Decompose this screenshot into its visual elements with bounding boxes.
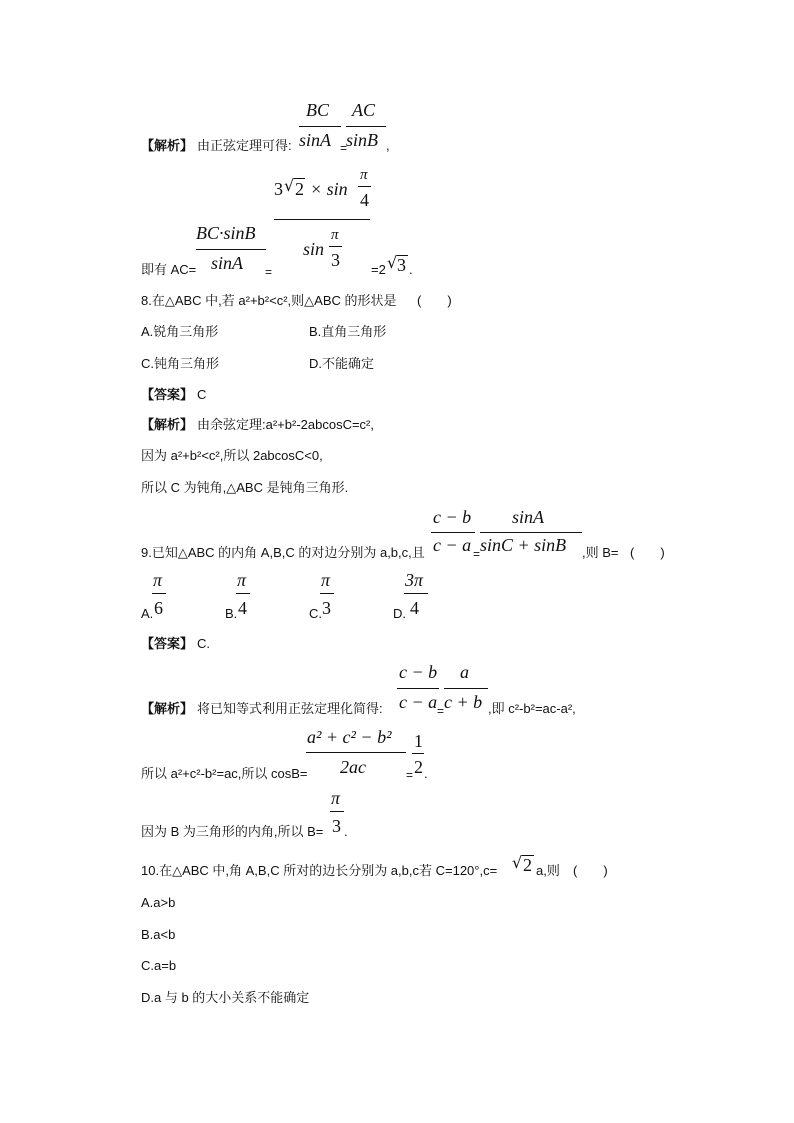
question-text: 10.在△ABC 中,角 A,B,C 所对的边长分别为 a,b,c若 C=120°,c=: [141, 863, 498, 878]
fraction-bar: [444, 688, 488, 689]
option-a: A.锐角三角形: [141, 324, 219, 339]
fraction-bar: [306, 752, 406, 753]
fraction-bar: [320, 593, 334, 594]
option-d: D.不能确定: [309, 356, 375, 371]
fraction-bar: [330, 811, 344, 812]
answer-value: C: [197, 387, 207, 402]
option-a-label: A.: [141, 606, 154, 621]
fraction-bar: [358, 186, 371, 187]
fraction-denominator: 3: [331, 250, 340, 270]
option-a: A.a>b: [141, 895, 176, 910]
fraction-denominator: 3: [332, 816, 341, 836]
analysis-text: 所以 C 为钝角,△ABC 是钝角三角形.: [141, 480, 349, 495]
equals-sign: =: [473, 547, 481, 561]
fraction-numerator: AC: [352, 100, 376, 120]
numerator-coefficient: 3: [274, 179, 283, 199]
option-c-label: C.: [309, 606, 322, 621]
fraction-bar: [299, 126, 341, 127]
option-a-numerator: π: [153, 570, 163, 590]
option-c-numerator: π: [321, 570, 331, 590]
analysis-label: 【解析】: [141, 138, 194, 153]
fraction-numerator: BC: [306, 100, 330, 120]
fraction-denominator: 2ac: [340, 757, 366, 777]
sqrt-sign: √: [284, 176, 295, 195]
period: .: [424, 766, 428, 781]
sqrt-radicand: 2: [523, 855, 532, 875]
fraction-denominator: 4: [360, 190, 369, 210]
fraction-denominator: c − a: [399, 692, 438, 712]
fraction-numerator: a² + c² − b²: [307, 727, 392, 747]
equals-sign: =: [340, 141, 348, 155]
fraction-numerator: sinA: [512, 507, 545, 527]
fraction-numerator: c − b: [433, 507, 472, 527]
fraction-denominator: 2: [414, 757, 423, 777]
fraction-denominator: sinB: [346, 130, 379, 150]
option-a-denominator: 6: [154, 598, 163, 618]
fraction-numerator: π: [331, 788, 341, 808]
answer-parentheses: ( ): [417, 293, 452, 308]
analysis-text: ,即 c²-b²=ac-a²,: [488, 701, 576, 716]
option-b-label: B.: [225, 606, 238, 621]
period: .: [344, 824, 348, 839]
question-text: a,则: [536, 863, 560, 878]
answer-label: 【答案】: [141, 387, 194, 402]
option-b-numerator: π: [237, 570, 247, 590]
fraction-numerator: 1: [414, 731, 423, 751]
option-d-label: D.: [393, 606, 406, 621]
sqrt-sign: √: [512, 853, 523, 872]
analysis-text: 即有 AC=: [141, 262, 197, 277]
numerator-sin: × sin: [310, 179, 348, 199]
denominator-sin: sin: [303, 239, 325, 259]
analysis-text: 因为 B 为三角形的内角,所以 B=: [141, 824, 324, 839]
sqrt-radicand: 3: [397, 255, 406, 275]
option-c-denominator: 3: [322, 598, 331, 618]
pi-symbol: π: [331, 227, 339, 243]
fraction-numerator: c − b: [399, 662, 438, 682]
fraction-bar: [397, 688, 439, 689]
fraction-numerator: BC·sinB: [196, 223, 256, 243]
sqrt-sign: √: [387, 253, 398, 272]
fraction-bar: [274, 219, 370, 220]
analysis-text: 由正弦定理可得:: [197, 138, 292, 153]
equals-sign: =: [437, 704, 445, 718]
question-text: 9.已知△ABC 的内角 A,B,C 的对边分别为 a,b,c,且: [141, 545, 425, 560]
fraction-denominator: c − a: [433, 535, 472, 555]
answer-value: C.: [197, 636, 210, 651]
fraction-denominator: sinA: [299, 130, 332, 150]
question-text: 8.在△ABC 中,若 a²+b²<c²,则△ABC 的形状是: [141, 293, 397, 308]
option-c: C.a=b: [141, 958, 177, 973]
fraction-bar: [480, 532, 582, 533]
fraction-bar: [152, 593, 166, 594]
fraction-denominator: sinC + sinB: [480, 535, 567, 555]
answer-label: 【答案】: [141, 636, 194, 651]
analysis-text: 由余弦定理:a²+b²-2abcosC=c²,: [197, 417, 374, 432]
analysis-text: 因为 a²+b²<c²,所以 2abcosC<0,: [141, 448, 323, 463]
fraction-bar: [196, 249, 266, 250]
sqrt-radicand: 2: [295, 179, 304, 199]
equals-sign: =: [406, 768, 414, 782]
fraction-bar: [412, 753, 424, 754]
fraction-denominator: sinA: [211, 253, 244, 273]
analysis-text: 将已知等式利用正弦定理化简得:: [197, 701, 383, 716]
answer-parentheses: ( ): [630, 545, 665, 560]
fraction-bar: [236, 593, 250, 594]
analysis-text: 所以 a²+c²-b²=ac,所以 cosB=: [141, 766, 308, 781]
analysis-label: 【解析】: [141, 701, 194, 716]
option-b: B.a<b: [141, 927, 176, 942]
fraction-numerator: a: [460, 662, 469, 682]
option-c: C.钝角三角形: [141, 356, 220, 371]
option-d-numerator: 3π: [405, 570, 424, 590]
option-b: B.直角三角形: [309, 324, 387, 339]
fraction-bar: [346, 126, 386, 127]
fraction-denominator: c + b: [444, 692, 483, 712]
fraction-bar: [329, 246, 342, 247]
equals-sign: =: [265, 265, 273, 279]
option-d-denominator: 4: [410, 598, 419, 618]
fraction-bar: [431, 532, 475, 533]
question-tail: ,则 B=: [582, 545, 619, 560]
analysis-label: 【解析】: [141, 417, 194, 432]
comma: ,: [386, 138, 390, 153]
period: .: [409, 262, 413, 277]
pi-symbol: π: [360, 167, 368, 183]
result-text: =2: [371, 262, 386, 277]
option-b-denominator: 4: [238, 598, 247, 618]
answer-parentheses: ( ): [573, 863, 608, 878]
option-d: D.a 与 b 的大小关系不能确定: [141, 990, 310, 1005]
fraction-bar: [404, 593, 428, 594]
